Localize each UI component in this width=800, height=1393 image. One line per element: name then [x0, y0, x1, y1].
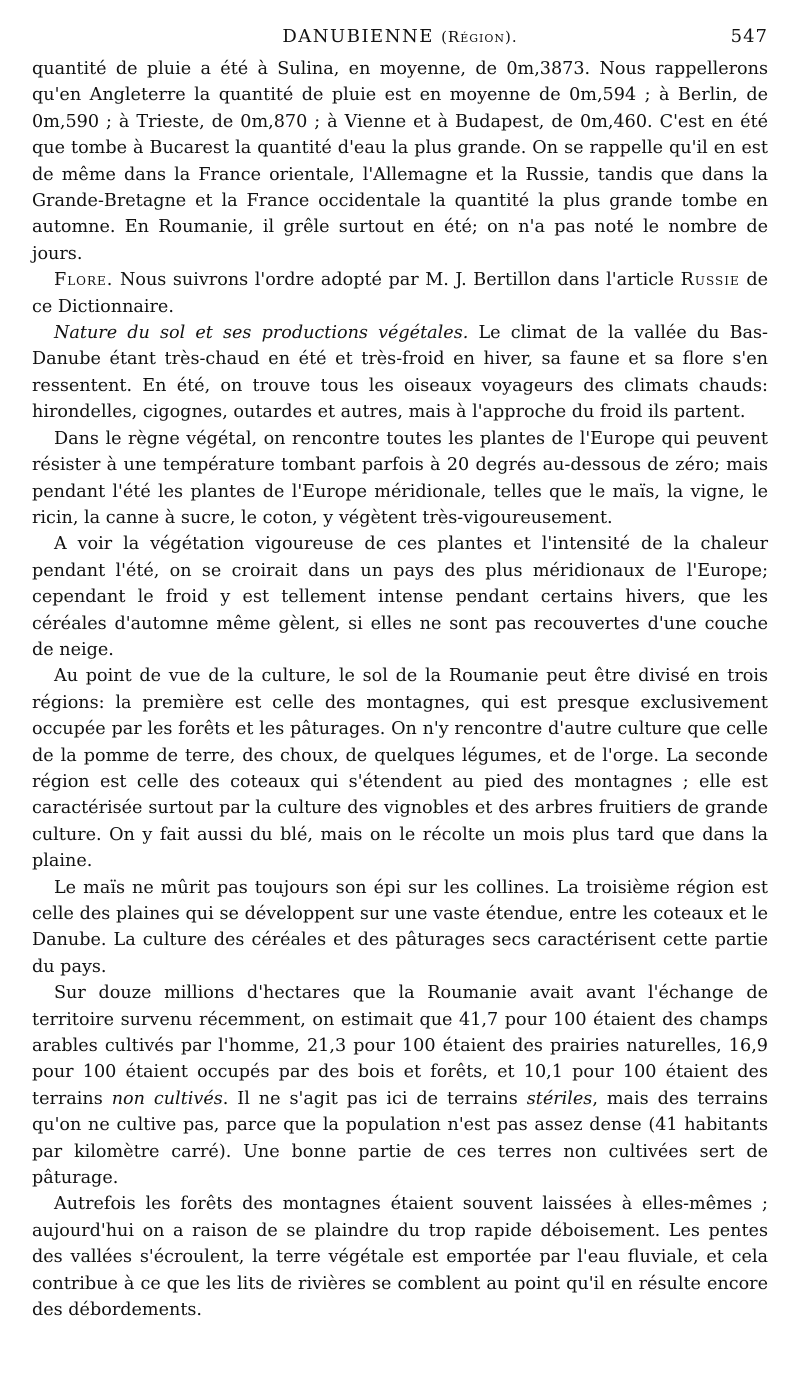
body-text	[32, 56, 768, 1324]
subsection-heading-nature: Nature du sol et ses productions végétales.	[54, 323, 469, 344]
paragraph-flore	[32, 267, 768, 320]
paragraph-hectares-b: . Il ne s'agit pas ici de terrains	[222, 1088, 527, 1109]
paragraph-flore-text: Nous suivrons l'ordre adopté par M. J. Bertillon dans l'article	[113, 270, 681, 291]
paragraph-vegetation: A voir la végétation vigoureuse de ces plantes et l'intensité de la chaleur pendant l'été, on se croirait dans un pays des plus méridionaux de l'Europe; cependant le froid y est tellement intense pendant certains hivers, que les céréales d'automne même gèlent, si elles ne sont pas recouvertes d'une couche de neige.	[32, 534, 768, 660]
running-title-sub: (Région).	[441, 28, 518, 46]
page-number: 547	[730, 26, 768, 47]
paragraph-regne-vegetal: Dans le règne végétal, on rencontre toutes les plantes de l'Europe qui peuvent résister à une température tombant parfois à 20 degrés au-dessous de zéro; mais pendant l'été les plantes de l'Europe méridionale, telles que le maïs, la vigne, le ricin, la canne à sucre, le coton, y végètent très-vigoureusement.	[32, 428, 768, 528]
running-title	[32, 26, 768, 47]
paragraph-hectares-a: Sur douze millions d'hectares que la Roumanie avait avant l'échange de territoire survenu récemment, on estimait que 41,7 pour 100 étaient des champs arables cultivés par l'homme, 21,3 pour 100 étaient des prairies naturelles, 16,9 pour 100 étaient occupés par des bois et forêts, et 10,1 pour 100 étaient des terrains	[32, 983, 768, 1109]
paragraph-flore-end: de ce Dictionnaire.	[32, 270, 768, 317]
running-title-main: DANUBIENNE	[282, 26, 434, 47]
paragraph-nature-text: Le climat de la vallée du Bas-Danube étant très-chaud en été et très-froid en hiver, sa faune et sa flore s'en ressentent. En été, on trouve tous les oiseaux voyageurs des climats chauds: hirondelles, cigognes, outardes et autres, mais à l'approche du froid ils partent.	[32, 323, 768, 423]
running-header	[32, 26, 768, 56]
paragraph-forets: Autrefois les forêts des montagnes étaient souvent laissées à elles-mêmes ; aujourd'hui on a raison de se plaindre du trop rapide déboisement. Les pentes des vallées s'écroulent, la terre végétale est emportée par l'eau fluviale, et cela contribue à ce que les lits de rivières se comblent au point qu'il en résulte encore des débordements.	[32, 1194, 768, 1321]
paragraph-culture-regions: Au point de vue de la culture, le sol de la Roumanie peut être divisé en trois régions: la première est celle des montagnes, qui est presque exclusivement occupée par les forêts et les pâturages. On n'y rencontre d'autre culture que celle de la pomme de terre, des choux, de quelques légumes, et de l'orge. La seconde région est celle des coteaux qui s'étendent au pied des montagnes ; elle est caractérisée surtout par la culture des vignobles et des arbres fruitiers de grande culture. On y fait aussi du blé, mais on le récolte un mois plus tard que dans la plaine.	[32, 666, 768, 872]
emphasis-non-cultives: non cultivés	[111, 1088, 223, 1109]
cross-reference-russie: Russie	[680, 270, 740, 291]
paragraph-hectares-c: , mais des terrains qu'on ne cultive pas, parce que la population n'est pas assez dense (41 habitants par kilomètre carré). Une bonne partie de ces terres non cultivées sert de pâturage.	[32, 1088, 769, 1189]
emphasis-steriles: stériles	[526, 1088, 593, 1109]
paragraph-hectares	[32, 980, 768, 1191]
paragraph-nature-du-sol	[32, 320, 768, 426]
paragraph-mais: Le maïs ne mûrit pas toujours son épi sur les collines. La troisième région est celle des plaines qui se développent sur une vaste étendue, entre les coteaux et le Danube. La culture des céréales et des pâturages secs caractérisent cette partie du pays.	[32, 877, 768, 977]
section-heading-flore: Flore.	[54, 270, 114, 291]
paragraph-1: quantité de pluie a été à Sulina, en moyenne, de 0m,3873. Nous rappellerons qu'en Angleterre la quantité de pluie est en moyenne de 0m,594 ; à Berlin, de 0m,590 ; à Trieste, de 0m,870 ; à Vienne et à Budapest, de 0m,460. C'est en été que tombe à Bucarest la quantité d'eau la plus grande. On se rappelle qu'il en est de même dans la France orientale, l'Allemagne et la Russie, tandis que dans la Grande-Bretagne et la France occidentale la quantité la plus grande tombe en automne. En Roumanie, il grêle surtout en été; on n'a pas noté le nombre de jours.	[32, 59, 768, 264]
